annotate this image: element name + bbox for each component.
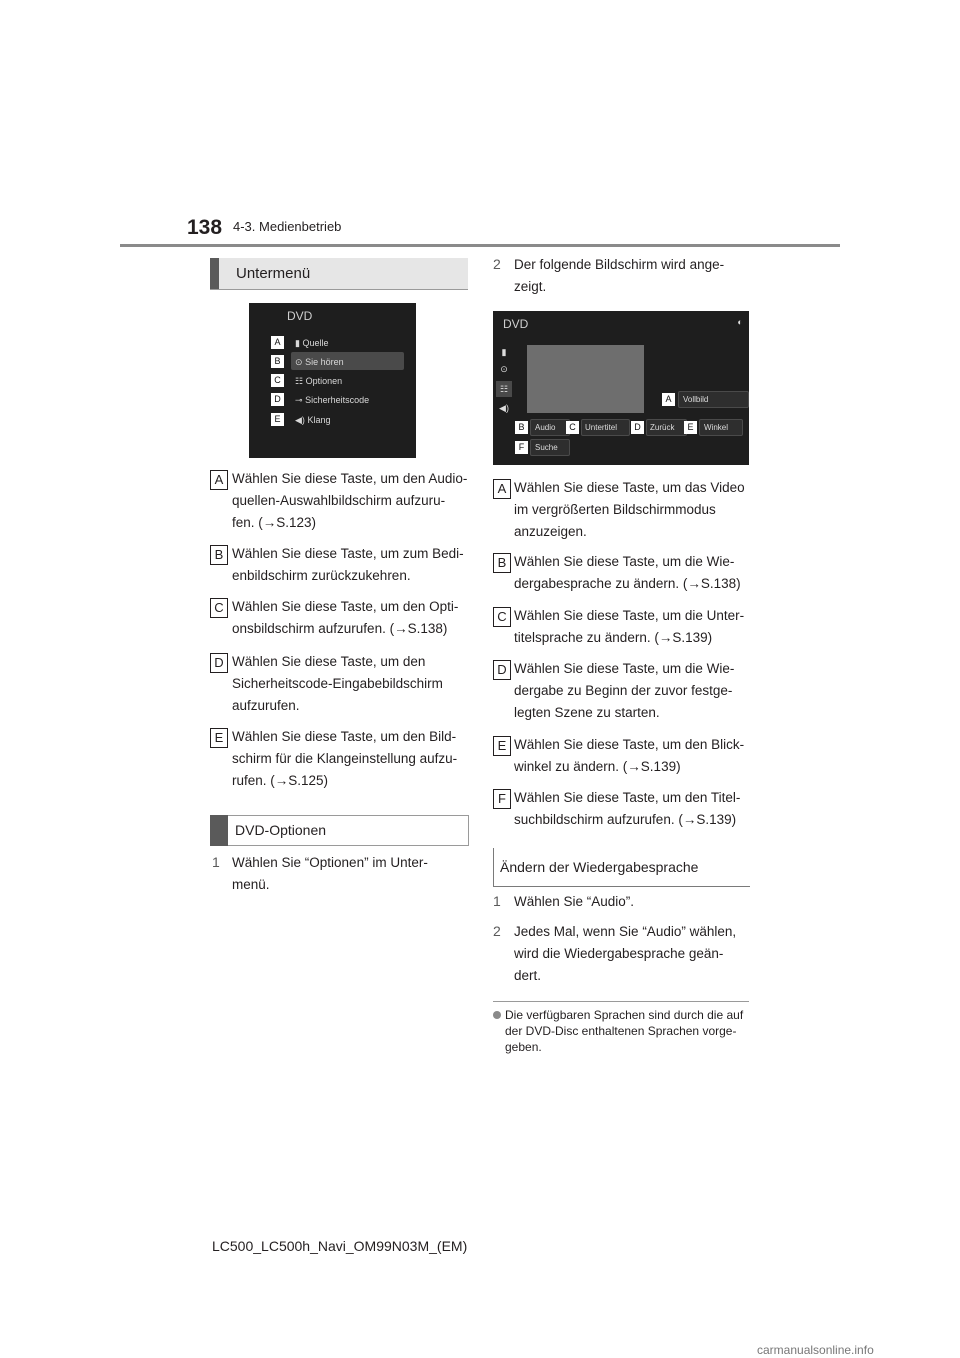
desc-f: Wählen Sie diese Taste, um den Titel- suchbildschirm aufzurufen. (→S.139) <box>514 790 741 827</box>
screen-title: DVD <box>287 309 313 323</box>
step-1-text: Wählen Sie “Optionen” im Unter- menü. <box>232 855 428 892</box>
menu-item-sicherheitscode[interactable]: ⊸ Sicherheitscode <box>295 395 370 405</box>
badge-c: C <box>271 374 284 387</box>
step-r2-number: 2 <box>493 923 501 939</box>
desc-badge-e: E <box>210 728 228 748</box>
desc-badge-e: E <box>493 736 511 756</box>
section-title: 4-3. Medienbetrieb <box>233 219 342 234</box>
heading-wiedergabesprache: Ändern der Wiedergabesprache <box>493 848 750 887</box>
desc-e: Wählen Sie diese Taste, um den Blick- winkel zu ändern. (→S.139) <box>514 737 745 774</box>
badge-a: A <box>271 336 284 349</box>
desc-c: Wählen Sie diese Taste, um die Unter- titelsprache zu ändern. (→S.139) <box>514 608 745 645</box>
desc-badge-c: C <box>493 607 511 627</box>
step-2-number: 2 <box>493 256 501 272</box>
desc-badge-b: B <box>493 553 511 573</box>
heading-untermenu: Untermenü <box>210 258 468 290</box>
badge-c: C <box>566 421 579 434</box>
badge-e: E <box>271 413 284 426</box>
play-icon: ⊙ <box>295 357 303 367</box>
page-number: 138 <box>187 216 223 239</box>
note-divider <box>493 1001 749 1002</box>
step-r2-text: Jedes Mal, wenn Sie “Audio” wählen, wird die Wiedergabesprache geän- dert. <box>514 924 737 983</box>
badge-a: A <box>662 393 675 406</box>
step-r1-number: 1 <box>493 893 501 909</box>
desc-a: Wählen Sie diese Taste, um den Audio- quellen-Auswahlbildschirm aufzuru- fen. (→S.123) <box>232 471 468 530</box>
options-icon: ☷ <box>295 376 304 386</box>
desc-c: Wählen Sie diese Taste, um den Opti- onsbildschirm aufzurufen. (→S.138) <box>232 599 459 636</box>
untertitel-button[interactable]: Untertitel <box>581 419 630 436</box>
badge-d: D <box>271 393 284 406</box>
heading-dvd-optionen: DVD-Optionen <box>210 815 469 846</box>
step-1-number: 1 <box>212 854 220 870</box>
menu-item-quelle[interactable]: ▮ Quelle <box>295 338 329 348</box>
menu-item-sie-hoeren[interactable]: ⊙ Sie hören <box>295 357 344 367</box>
badge-b: B <box>515 421 528 434</box>
desc-b: Wählen Sie diese Taste, um die Wie- dergabesprache zu ändern. (→S.138) <box>514 554 741 591</box>
speaker-icon: ◀) <box>295 415 305 425</box>
desc-badge-a: A <box>210 470 228 490</box>
vollbild-button[interactable]: Vollbild <box>678 391 749 408</box>
play-icon[interactable]: ⊙ <box>500 364 508 374</box>
audio-button[interactable]: Audio <box>530 419 570 436</box>
header-rule <box>120 244 840 247</box>
desc-e: Wählen Sie diese Taste, um den Bild- schirm für die Klangeinstellung aufzu- rufen. (→S.125) <box>232 729 458 788</box>
badge-e: E <box>684 421 697 434</box>
desc-badge-d: D <box>210 653 228 673</box>
badge-d: D <box>631 421 644 434</box>
bullet-icon <box>493 1011 501 1019</box>
zurueck-button[interactable]: Zurück <box>646 419 687 436</box>
desc-badge-c: C <box>210 598 228 618</box>
footer-text: LC500_LC500h_Navi_OM99N03M_(EM) <box>212 1238 468 1254</box>
video-preview[interactable] <box>527 345 644 413</box>
speaker-icon[interactable]: ◀) <box>499 403 509 413</box>
watermark: carmanualsonline.info <box>757 1343 874 1357</box>
status-icon: ◐ <box>737 317 743 327</box>
desc-b: Wählen Sie diese Taste, um zum Bedi- enbildschirm zurückzukehren. <box>232 546 464 583</box>
source-icon[interactable]: ▮ <box>501 347 507 357</box>
options-icon[interactable]: ☷ <box>496 381 512 397</box>
menu-item-klang[interactable]: ◀) Klang <box>295 415 331 425</box>
badge-b: B <box>271 355 284 368</box>
badge-f: F <box>515 441 528 454</box>
dvd-options-screen <box>493 311 749 465</box>
step-2-text: Der folgende Bildschirm wird ange- zeigt. <box>514 257 725 294</box>
desc-a: Wählen Sie diese Taste, um das Video im vergrößerten Bildschirmmodus anzuzeigen. <box>514 480 745 539</box>
desc-badge-a: A <box>493 479 511 499</box>
note-text: Die verfügbaren Sprachen sind durch die auf der DVD-Disc enthaltenen Sprachen vorge- geben. <box>505 1008 744 1054</box>
submenu-screen <box>249 303 416 458</box>
desc-d: Wählen Sie diese Taste, um den Sicherheitscode-Eingabebildschirm aufzurufen. <box>232 654 443 713</box>
suche-button[interactable]: Suche <box>530 439 570 456</box>
desc-d: Wählen Sie diese Taste, um die Wie- dergabe zu Beginn der zuvor festge- legten Szene zu starten. <box>514 661 735 720</box>
step-r1-text: Wählen Sie “Audio”. <box>514 894 635 909</box>
screen-title: DVD <box>503 317 529 331</box>
source-icon: ▮ <box>295 338 300 348</box>
menu-item-optionen[interactable]: ☷ Optionen <box>295 376 343 386</box>
key-icon: ⊸ <box>295 395 303 405</box>
desc-badge-f: F <box>493 789 511 809</box>
desc-badge-b: B <box>210 545 228 565</box>
desc-badge-d: D <box>493 660 511 680</box>
winkel-button[interactable]: Winkel <box>699 419 743 436</box>
